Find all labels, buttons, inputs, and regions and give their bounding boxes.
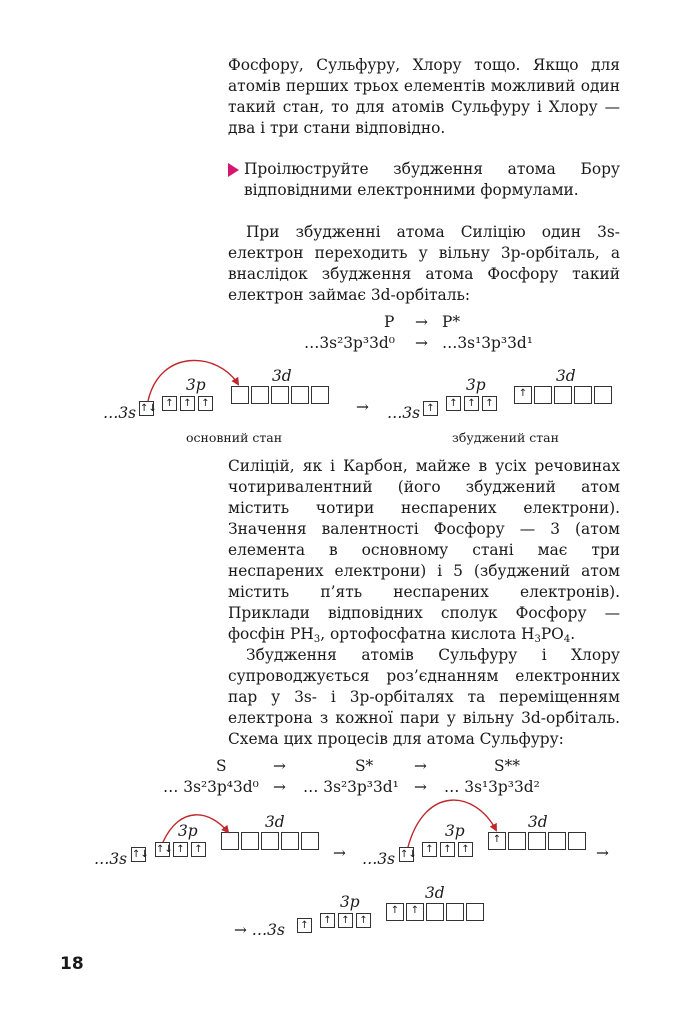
formula-p: P [384, 313, 395, 331]
orbital-cell-3d [446, 903, 464, 921]
orbital-cell-3d [568, 832, 586, 850]
orbital-cell-3d [466, 903, 484, 921]
formula-s: S [216, 757, 227, 775]
orbital-cell-3p: ↑ [320, 913, 335, 928]
orbital-label-3p: 3p [466, 376, 486, 394]
orbital-cell-3s: ↑↓ [400, 849, 417, 860]
formula-s-dstar: S** [494, 757, 520, 775]
orbital-cell-3d [548, 832, 566, 850]
orbital-cell-3d [221, 832, 239, 850]
formula-arrow: → [273, 757, 286, 775]
formula-arrow: → [414, 757, 427, 775]
orbital-cell-3d [261, 832, 279, 850]
transition-arrow: → [356, 398, 369, 416]
orbital-cell-3d [554, 386, 572, 404]
orbital-cell-3d: ↑ [406, 903, 424, 921]
formula-s-config2: … 3s²3p³3d¹ [303, 778, 399, 796]
formula-p-ground-config: …3s²3p³3d⁰ [304, 334, 395, 352]
orbital-label-3s: …3s [387, 404, 421, 422]
orbital-cell-3p: ↑ [458, 842, 473, 857]
formula-s-star: S* [355, 757, 374, 775]
paragraph-intro [228, 55, 620, 139]
task-block [228, 159, 620, 201]
orbital-cell-3s: ↑ [297, 918, 312, 933]
orbital-cell-3p: ↑↓ [156, 844, 173, 855]
task-marker-icon [228, 163, 239, 177]
orbital-cell-3d [534, 386, 552, 404]
orbital-cell-3d [281, 832, 299, 850]
orbital-cell-3p: ↑ [198, 396, 213, 411]
orbital-cell-3p: ↑ [440, 842, 455, 857]
formula-s-config1: … 3s²3p⁴3d⁰ [163, 778, 259, 796]
formula-arrow: → [273, 778, 286, 796]
orbital-label-3s: …3s [94, 850, 128, 868]
orbital-cell-3s: ↑ [423, 401, 438, 416]
orbital-cell-3d [311, 386, 329, 404]
formula-arrow: → [415, 313, 428, 331]
orbital-cell-3p: ↑ [191, 842, 206, 857]
formula-arrow: → [415, 334, 428, 352]
orbital-cell-3p: ↑ [446, 396, 461, 411]
paragraph-sulfur [228, 645, 620, 750]
paragraph-text: Збудження атомів Сульфуру і Хлору супроводжується роз’єднанням електронних пар у 3s- і 3p-орбіталях та переміщенням електрона з кожної пари у вільну 3d-орбіталь. Схема цих процесів для атома Сульфуру: [228, 646, 620, 748]
orbital-label-3s: …3s [362, 850, 396, 868]
formula-s-config3: … 3s¹3p³3d² [444, 778, 540, 796]
formula-p-star: P* [442, 313, 461, 331]
orbital-cell-3d [291, 386, 309, 404]
orbital-label-3p: 3p [186, 376, 206, 394]
task-text: Проілюструйте збудження атома Бору відповідними електронними формулами. [244, 160, 620, 199]
orbital-cell-3d [594, 386, 612, 404]
orbital-label-3p: 3p [340, 893, 360, 911]
orbital-label-3s: …3s [103, 404, 137, 422]
orbital-label-3d: 3d [528, 813, 548, 831]
orbital-cell-3p: ↑ [173, 842, 188, 857]
orbital-cell-3s: ↑↓ [132, 849, 149, 860]
orbital-cell-3d [231, 386, 249, 404]
orbital-cell-3p: ↑ [338, 913, 353, 928]
label-excited-state: збуджений стан [452, 430, 559, 445]
orbital-label-3d: 3d [265, 813, 285, 831]
formula-arrow: → [414, 778, 427, 796]
paragraph-text: Силіцій, як і Карбон, майже в усіх речовинах чотиривалентний (його збуджений атом містить чотири неспарених електрони). Значення валентності Фосфору — 3 (атом елемента в основному стані має три неспарених електрони) і 5 (збуджений атом містить п’ять неспарених електронів). Приклади відповідних сполук Фосфору — фосфін $PH_3$, ортофосфатна кислота $H_3PO_4$. [228, 457, 620, 645]
orbital-cell-3d [528, 832, 546, 850]
orbital-cell-3s: ↑↓ [140, 403, 157, 414]
transition-arrow: → [596, 844, 609, 862]
orbital-cell-3p: ↑ [356, 913, 371, 928]
transition-arrow: → [333, 844, 346, 862]
orbital-cell-3p: ↑ [180, 396, 195, 411]
orbital-cell-3p: ↑ [482, 396, 497, 411]
orbital-cell-3d [508, 832, 526, 850]
orbital-label-3d: 3d [556, 367, 576, 385]
orbital-cell-3d [251, 386, 269, 404]
paragraph-text: При збудженні атома Силіцію один 3s-електрон переходить у вільну 3p-орбіталь, а внаслідок збудження атома Фосфору такий електрон займає 3d-орбіталь: [228, 223, 620, 304]
formula-p-excited-config: …3s¹3p³3d¹ [442, 334, 533, 352]
page-number: 18 [60, 954, 84, 974]
orbital-label-3p: 3p [445, 822, 465, 840]
orbital-cell-3d: ↑ [386, 903, 404, 921]
orbital-cell-3d: ↑ [514, 386, 532, 404]
paragraph-text: Фосфору, Сульфуру, Хлору тощо. Якщо для атомів перших трьох елементів можливий один такий стан, то для атомів Сульфуру і Хлору — два і три стани відповідно. [228, 56, 620, 137]
orbital-cell-3d [241, 832, 259, 850]
orbital-cell-3d: ↑ [488, 832, 506, 850]
orbital-cell-3d [574, 386, 592, 404]
orbital-label-arrow-3s: → …3s [234, 921, 285, 939]
orbital-label-3d: 3d [272, 367, 292, 385]
orbital-cell-3p: ↑ [464, 396, 479, 411]
orbital-label-3p: 3p [178, 822, 198, 840]
orbital-cell-3d [271, 386, 289, 404]
orbital-cell-3d [426, 903, 444, 921]
paragraph-silicon [228, 222, 620, 306]
orbital-cell-3d [301, 832, 319, 850]
label-ground-state: основний стан [186, 430, 283, 445]
orbital-cell-3p: ↑ [162, 396, 177, 411]
orbital-cell-3p: ↑ [422, 842, 437, 857]
paragraph-valence [228, 456, 620, 645]
orbital-label-3d: 3d [425, 884, 445, 902]
